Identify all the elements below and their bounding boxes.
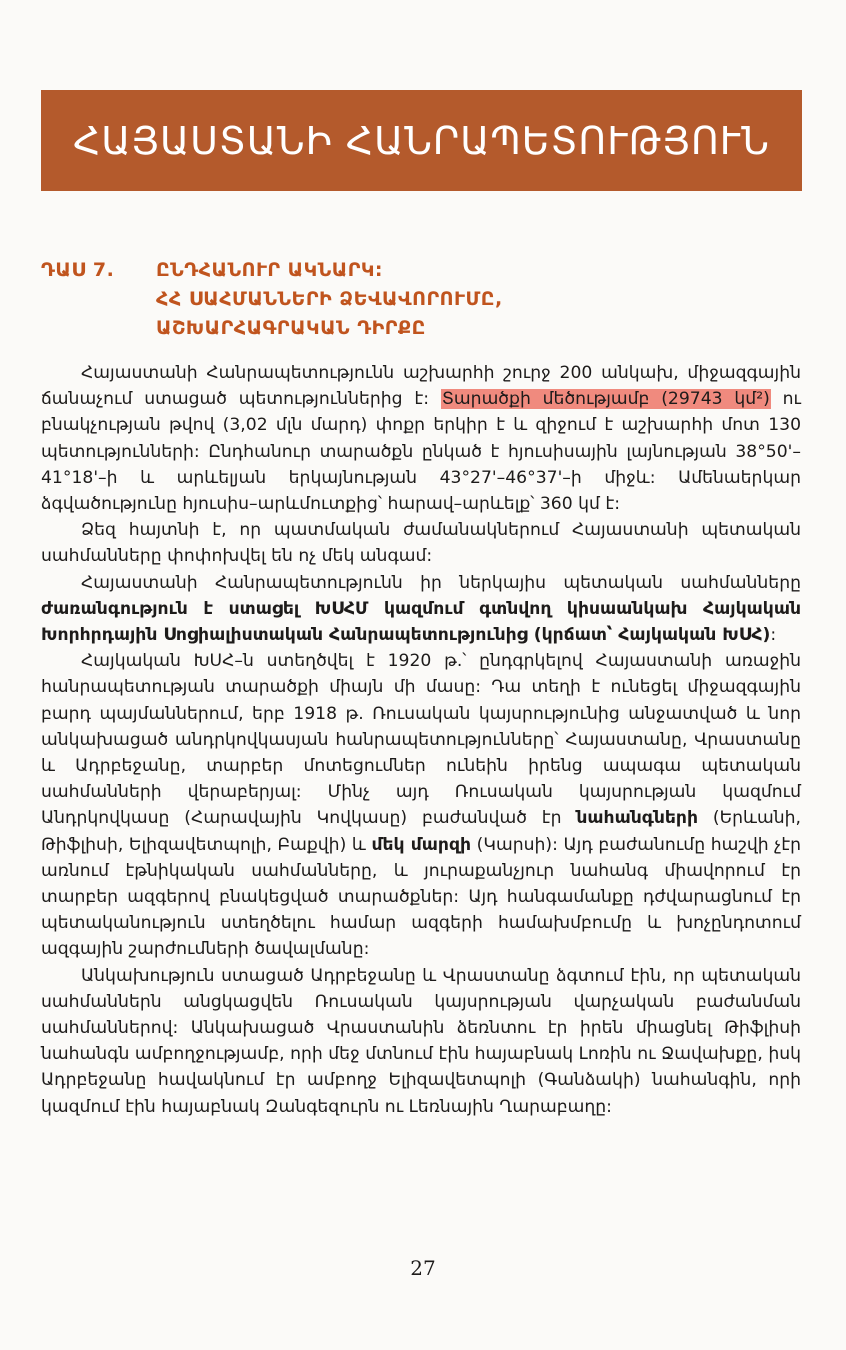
- lesson-title-line: ՀՀ ՍԱՀՄԱՆՆԵՐԻ ՁԵՎԱՎՈՐՈՒՄԸ,: [156, 288, 503, 310]
- chapter-title: ՀԱՅԱՍՏԱՆԻ ՀԱՆՐԱՊԵՏՈՒԹՅՈՒՆ: [73, 118, 770, 163]
- bold-text: նահանգների: [576, 808, 699, 829]
- paragraph: Ձեզ հայտնի է, որ պատմական ժամանակներում Հայաստանի պետական սահմանները փոփոխվել են ոչ մեկ անգամ:: [41, 520, 801, 567]
- lesson-title-line: ԸՆԴՀԱՆՈՒՐ ԱԿՆԱՐԿ:: [156, 259, 384, 281]
- text-run: ու բնակչության թվով (3,02 մլն մարդ) փոքր երկիր է և զիջում է աշխարհի մոտ 130 պետությունների: Ընդհանուր տարածքն ընկած է հյուսիսային լայնության 38°50'–41°18'–ի և արևելյան երկայնության 43°27'–46°37'–ի միջև: Ամենաերկար ձգվածությունը հյուսիս–արևմուտքից՝ հարավ–արևելք՝ 360 կմ է:: [41, 389, 801, 515]
- lesson-title-line: ԱՇԽԱՐՀԱԳՐԱԿԱՆ ԴԻՐՔԸ: [156, 317, 426, 339]
- text-run: (Երևանի, Թիֆլիսի, Ելիզավետպոլի, Բաքվի) և: [41, 808, 801, 855]
- paragraph: [41, 648, 801, 962]
- paragraph: [41, 570, 801, 649]
- bold-text: մեկ մարզի: [371, 834, 472, 855]
- body-text: [41, 360, 801, 1120]
- lesson-title: [156, 256, 503, 343]
- text-run: Հայկական ԽՍՀ–ն ստեղծվել է 1920 թ.՝ ընդգրկելով Հայաստանի առաջին հանրապետության տարածքի միայն մի մասը: Դա տեղի է ունեցել միջազգային բարդ պայմաններում, երբ 1918 թ. Ռուսական կայսրությունից անջատված և նոր անկախացած անդրկովկասյան հանրապետությունները՝ Հայաստանը, Վրաստանը և Ադրբեջանը, տարբեր մոտեցումներ ունեին իրենց ապագա պետական սահմանների վերաբերյալ: Մինչ այդ Ռուսական կայսրության կազմում Անդրկովկասը (Հարավային Կովկասը) բաժանված էր: [41, 651, 801, 829]
- text-run: Հայաստանի Հանրապետությունն աշխարհի շուրջ 200 անկախ, միջազգային ճանաչում ստացած պետություններից է:: [41, 363, 801, 410]
- paragraph: Անկախություն ստացած Ադրբեջանը և Վրաստանը ձգտում էին, որ պետական սահմաններն անցկացվեն Ռուսական կայսրության վարչական բաժանման սահմաններով: Անկախացած Վրաստանին ձեռնտու էր իրեն միացնել Թիֆլիսի նահանգն ամբողջությամբ, որի մեջ մտնում էին հայաբնակ Լոռին ու Ջավախքը, իսկ Ադրբեջանը հավակնում էր ամբողջ Ելիզավետպոլի (Գանձակի) նահանգին, որի կազմում էին հայաբնակ Զանգեզուրն ու Լեռնային Ղարաբաղը:: [41, 965, 801, 1117]
- page-number: 27: [410, 1256, 436, 1280]
- text-run: :: [770, 625, 777, 646]
- bold-text: ժառանգություն է ստացել ԽՍՀՄ կազմում գտնվող կիսաանկախ Հայկական Խորհրդային Սոցիալիստական Հանրապետությունից (կրճատ՝ Հայկական ԽՍՀ): [41, 598, 801, 646]
- paragraph: [41, 360, 801, 517]
- lesson-number: ԴԱՍ 7.: [41, 259, 115, 281]
- highlighted-text: Տարածքի մեծությամբ (29743 կմ²): [441, 389, 770, 410]
- text-run: Հայաստանի Հանրապետությունն իր ներկայիս պետական սահմանները: [81, 572, 801, 593]
- chapter-banner: [41, 90, 802, 191]
- text-run: (Կարսի): Այդ բաժանումը հաշվի չէր առնում էթնիկական սահմանները, և յուրաքանչյուր նահանգ միավորում էր տարբեր ազգերով բնակեցված տարածքներ: Այդ հանգամանքը դժվարացնում էր պետականություն ստեղծելու համար ազգերի համախմբումը և խոչընդոտում ազգային շարժումների ծավալմանը:: [41, 834, 801, 960]
